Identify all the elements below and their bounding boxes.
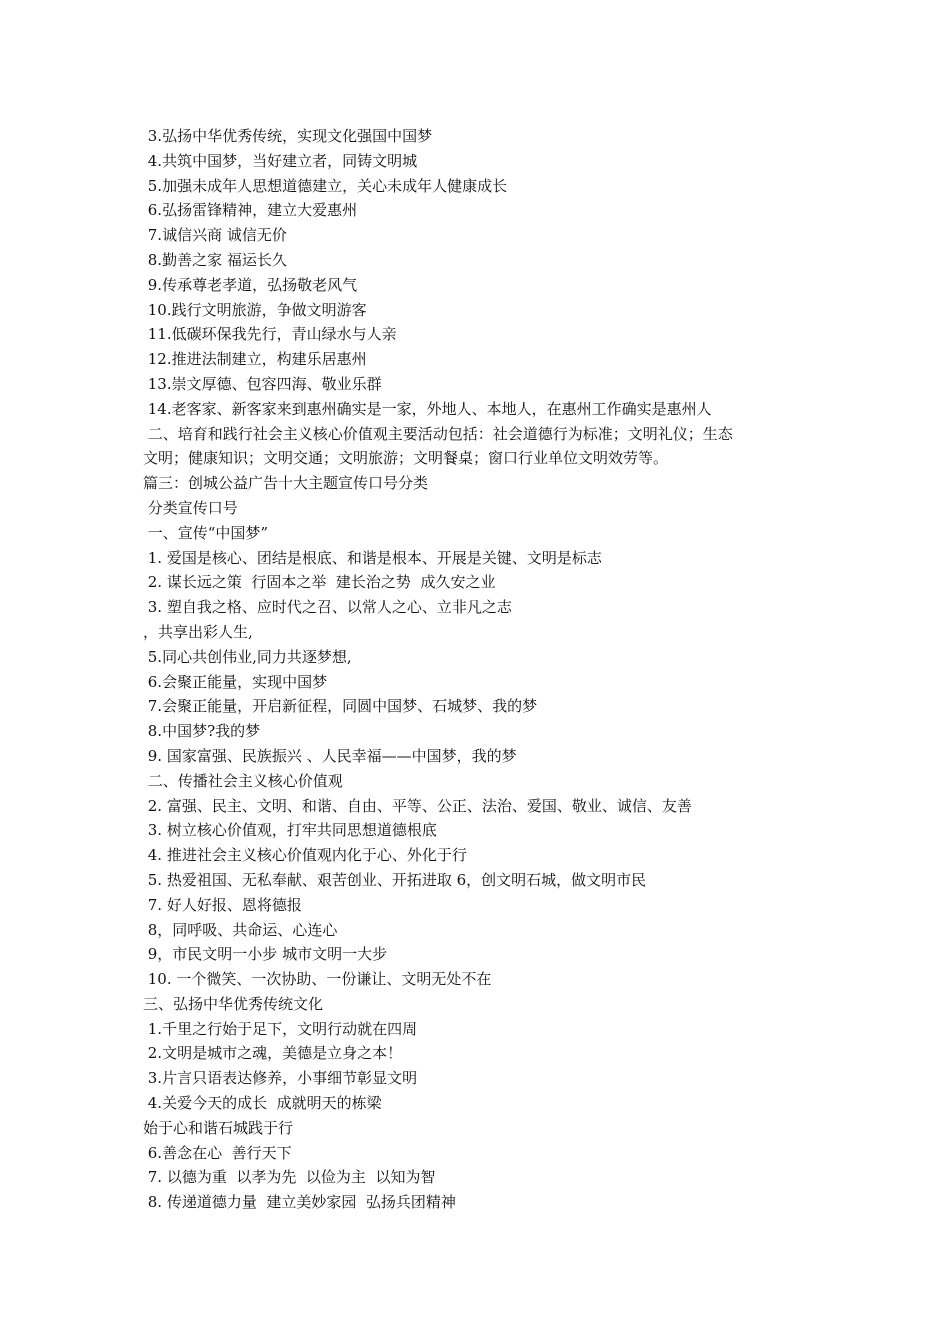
- text-line: 1. 爱国是核心、团结是根底、和谐是根本、开展是关键、文明是标志: [143, 548, 602, 567]
- text-line: 7.诚信兴商 诚信无价: [143, 226, 287, 245]
- text-line: 二、传播社会主义核心价值观: [143, 771, 343, 790]
- text-line: ，共享出彩人生,: [143, 622, 253, 641]
- text-line: 文明；健康知识；文明交通；文明旅游；文明餐桌；窗口行业单位文明效劳等。: [143, 449, 669, 468]
- text-line: 始于心和谐石城践于行: [143, 1118, 294, 1137]
- text-line: 2.文明是城市之魂，美德是立身之本！: [143, 1044, 403, 1063]
- section-heading: 篇三：创城公益广告十大主题宣传口号分类: [143, 474, 429, 493]
- text-line: 6.弘扬雷锋精神，建立大爱惠州: [143, 201, 358, 220]
- text-line: 9，市民文明一小步 城市文明一大步: [143, 945, 388, 964]
- text-line: 3.弘扬中华优秀传统，实现文化强国中国梦: [143, 127, 433, 145]
- text-line: 8.中国梦?我的梦: [143, 722, 261, 741]
- text-line: 9. 国家富强、民族振兴 、人民幸福——中国梦，我的梦: [143, 746, 517, 765]
- text-line: 4.共筑中国梦，当好建立者，同铸文明城: [143, 151, 418, 170]
- text-line: 分类宣传口号: [143, 498, 238, 517]
- text-line: 11.低碳环保我先行，青山绿水与人亲: [143, 325, 397, 344]
- text-line: 8，同呼吸、共命运、心连心: [143, 920, 338, 939]
- text-line: 一、宣传“中国梦”: [143, 523, 269, 542]
- text-line: 9.传承尊老孝道，弘扬敬老风气: [143, 275, 358, 294]
- text-line: 4. 推进社会主义核心价值观内化于心、外化于行: [143, 846, 467, 865]
- text-line: 5.加强未成年人思想道德建立，关心未成年人健康成长: [143, 176, 508, 195]
- text-line: 8.勤善之家 福运长久: [143, 250, 287, 269]
- text-line: 7. 好人好报、恩将德报: [143, 895, 302, 914]
- text-line: 三、弘扬中华优秀传统文化: [143, 994, 324, 1013]
- text-line: 1.千里之行始于足下，文明行动就在四周: [143, 1019, 418, 1038]
- text-line: 10. 一个微笑、一次协助、一份谦让、文明无处不在: [143, 970, 492, 989]
- text-line: 6.善念在心 善行天下: [143, 1143, 292, 1162]
- text-line: 3.片言只语表达修养，小事细节彰显文明: [143, 1069, 418, 1088]
- text-line: 二、培育和践行社会主义核心价值观主要活动包括：社会道德行为标准；文明礼仪；生态: [143, 424, 733, 443]
- text-line: 14.老客家、新客家来到惠州确实是一家，外地人、本地人，在惠州工作确实是惠州人: [143, 399, 712, 418]
- text-line: 2. 富强、民主、文明、和谐、自由、平等、公正、法治、爱国、敬业、诚信、友善: [143, 796, 692, 815]
- text-line: 13.崇文厚德、包容四海、敬业乐群: [143, 374, 382, 393]
- text-line: 3. 塑自我之格、应时代之召、以常人之心、立非凡之志: [143, 598, 512, 617]
- text-line: 10.践行文明旅游，争做文明游客: [143, 300, 367, 319]
- text-line: 12.推进法制建立，构建乐居惠州: [143, 350, 367, 369]
- text-line: 6.会聚正能量，实现中国梦: [143, 672, 328, 691]
- document-body: [143, 124, 813, 1215]
- text-line: 7. 以德为重 以孝为先 以俭为主 以知为智: [143, 1168, 436, 1187]
- text-line: 5.同心共创伟业,同力共逐梦想,: [143, 647, 352, 666]
- text-line: 4.关爱今天的成长 成就明天的栋梁: [143, 1094, 382, 1113]
- text-line: 7.会聚正能量，开启新征程，同圆中国梦、石城梦、我的梦: [143, 697, 538, 716]
- text-line: 2. 谋长远之策 行固本之举 建长治之势 成久安之业: [143, 573, 496, 592]
- text-line: 8. 传递道德力量 建立美妙家园 弘扬兵团精神: [143, 1193, 456, 1212]
- text-line: 3. 树立核心价值观，打牢共同思想道德根底: [143, 821, 437, 840]
- text-line: 5. 热爱祖国、无私奉献、艰苦创业、开拓进取 6，创文明石城，做文明市民: [143, 870, 647, 889]
